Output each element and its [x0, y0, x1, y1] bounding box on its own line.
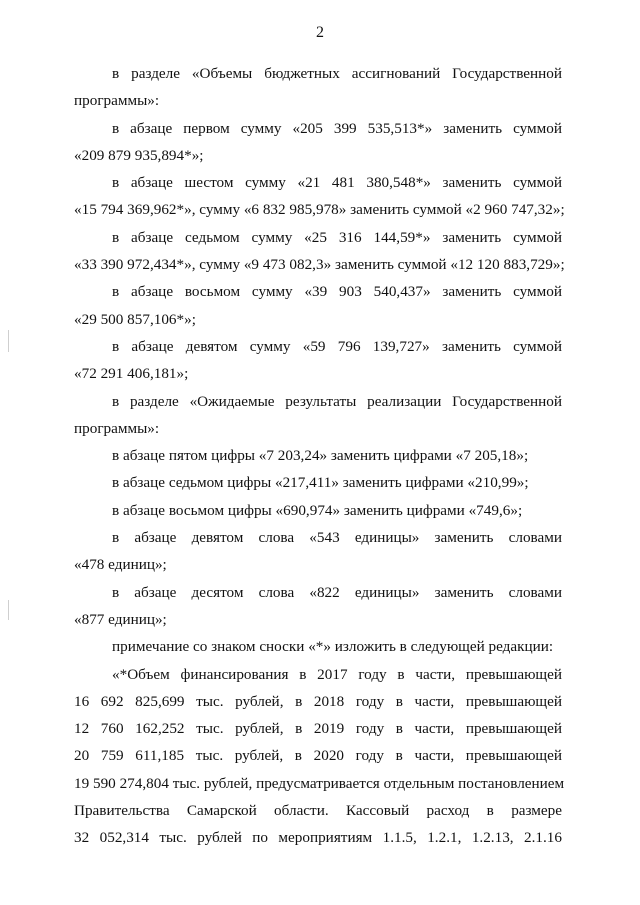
- paragraph: [74, 497, 562, 524]
- paragraph-line: «15 794 369,962*», сумму «6 832 985,978» заменить суммой «2 960 747,32»;: [74, 201, 565, 219]
- paragraph-line: программы»:: [74, 92, 160, 110]
- paragraph: [74, 524, 562, 579]
- paragraph-line: 20 759 611,185 тыс. рублей, в 2020 году в части, превышающей: [74, 747, 562, 765]
- document-body: [74, 60, 565, 852]
- paragraph: [74, 278, 562, 333]
- paragraph: [74, 469, 562, 496]
- paragraph-line: 19 590 274,804 тыс. рублей, предусматривается отдельным постановлением: [74, 774, 565, 792]
- page-number: 2: [316, 24, 324, 41]
- paragraph: [74, 579, 562, 634]
- paragraph: [74, 224, 565, 279]
- paragraph-line: в разделе «Объемы бюджетных ассигнований Государственной: [112, 65, 562, 82]
- paragraph-line: в абзаце десятом слова «822 единицы» заменить словами: [112, 583, 562, 601]
- paragraph-line: 32 052,314 тыс. рублей по мероприятиям 1.1.5, 1.2.1, 1.2.13, 2.1.16: [74, 829, 562, 847]
- paragraph-line: «*Объем финансирования в 2017 году в части, превышающей: [112, 665, 562, 683]
- paragraph-line: 12 760 162,252 тыс. рублей, в 2019 году в части, превышающей: [74, 720, 562, 738]
- paragraph: [74, 60, 562, 115]
- paragraph-line: в абзаце первом сумму «205 399 535,513*» заменить суммой: [112, 119, 562, 137]
- left-margin-mark: [8, 600, 9, 620]
- paragraph-line: Правительства Самарской области. Кассовый расход в размере: [74, 802, 562, 820]
- paragraph-line: в абзаце седьмом сумму «25 316 144,59*» заменить суммой: [112, 228, 562, 246]
- paragraph-line: в разделе «Ожидаемые результаты реализации Государственной: [112, 392, 562, 410]
- paragraph-line: программы»:: [74, 419, 160, 437]
- paragraph-line: 16 692 825,699 тыс. рублей, в 2018 году в части, превышающей: [74, 692, 562, 710]
- footnote-paragraph: [74, 661, 565, 852]
- paragraph-line: в абзаце пятом цифры «7 203,24» заменить цифрами «7 205,18»;: [112, 447, 529, 465]
- paragraph-line: в абзаце шестом сумму «21 481 380,548*» заменить суммой: [112, 174, 562, 192]
- paragraph-line: «877 единиц»;: [74, 610, 167, 628]
- paragraph-line: «209 879 935,894*»;: [74, 146, 204, 164]
- paragraph-line: в абзаце восьмом цифры «690,974» заменить цифрами «749,6»;: [112, 501, 523, 519]
- paragraph-line: «478 единиц»;: [74, 556, 167, 574]
- paragraph: [74, 633, 562, 660]
- paragraph: [74, 442, 562, 469]
- paragraph-line: в абзаце седьмом цифры «217,411» заменить цифрами «210,99»;: [112, 474, 529, 492]
- paragraph: [74, 388, 562, 443]
- paragraph-line: «29 500 857,106*»;: [74, 310, 196, 328]
- paragraph: [74, 169, 565, 224]
- paragraph-line: в абзаце восьмом сумму «39 903 540,437» заменить суммой: [112, 283, 562, 301]
- paragraph-line: «33 390 972,434*», сумму «9 473 082,3» заменить суммой «12 120 883,729»;: [74, 256, 565, 274]
- paragraph: [74, 333, 562, 388]
- left-margin-mark: [8, 330, 9, 352]
- paragraph-line: в абзаце девятом слова «543 единицы» заменить словами: [112, 529, 562, 547]
- paragraph-line: «72 291 406,181»;: [74, 365, 189, 383]
- paragraph: [74, 115, 562, 170]
- paragraph-line: примечание со знаком сноски «*» изложить в следующей редакции:: [112, 638, 554, 656]
- paragraph-line: в абзаце девятом сумму «59 796 139,727» заменить суммой: [112, 337, 562, 355]
